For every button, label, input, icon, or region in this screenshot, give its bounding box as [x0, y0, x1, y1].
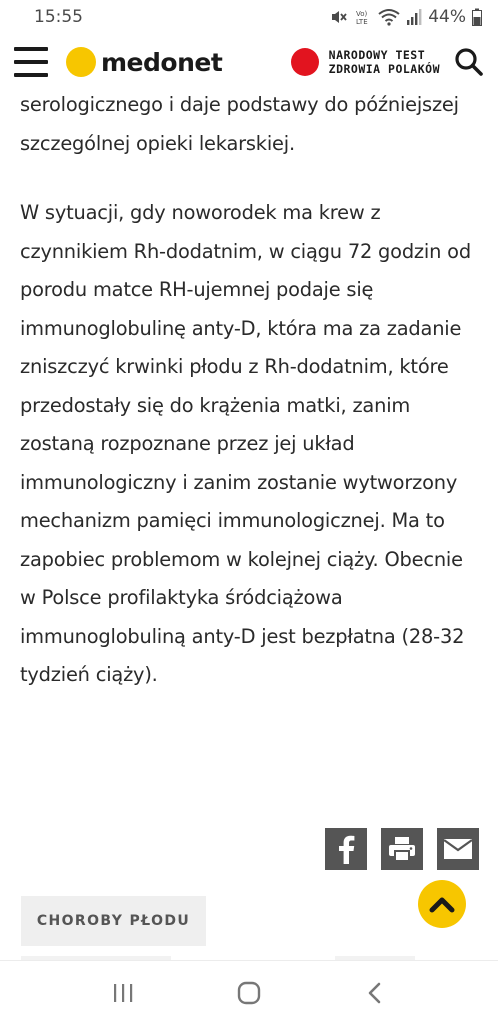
search-icon[interactable]: [454, 47, 484, 77]
signal-icon: [406, 8, 422, 26]
back-icon[interactable]: [355, 973, 395, 1013]
status-icons: [330, 7, 482, 27]
test-dot: [291, 48, 319, 76]
recent-apps-icon[interactable]: [103, 973, 143, 1013]
home-icon[interactable]: [229, 973, 269, 1013]
logo-text: medonet: [101, 47, 223, 77]
status-time: 15:55: [34, 7, 83, 27]
test-label: [329, 48, 440, 76]
mute-icon: [330, 8, 348, 26]
svg-text:Vo): Vo): [356, 10, 368, 18]
chevron-up-icon: [429, 895, 455, 913]
wifi-icon: [378, 8, 400, 26]
test-line-1: NARODOWY TEST: [328, 48, 426, 62]
battery-icon: [472, 8, 482, 26]
article-paragraph: serologicznego i daje podstawy do późniejszej szczególnej opieki lekarskiej.: [20, 93, 459, 155]
share-buttons: [325, 828, 479, 870]
site-header: [0, 34, 498, 90]
tag-choroby-plodu[interactable]: CHOROBY PŁODU: [21, 896, 206, 946]
status-bar: [0, 0, 498, 34]
email-icon[interactable]: [437, 828, 479, 870]
facebook-icon[interactable]: [325, 828, 367, 870]
battery-percent: 44%: [428, 7, 466, 27]
svg-text:LTE: LTE: [356, 18, 368, 26]
volte-icon: [354, 8, 372, 26]
article-paragraph: W sytuacji, gdy noworodek ma krew z czynnikiem Rh-dodatnim, w ciągu 72 godzin od porodu matce RH-ujemnej podaje się immunoglobulinę anty-D, która ma za zadanie zniszczyć krwinki płodu z Rh-dodatnim, które przedostały się do krążenia matki, zanim zostaną rozpoznane przez jej układ immunologiczny i zanim zostanie wytworzony mechanizm pamięci immunologicznej. Ma to zapobiec problemom w kolejnej ciąży. Obecnie w Polsce profilaktyka śródciążowa immunoglobuliną anty-D jest bezpłatna (28-32 tydzień ciąży).: [20, 201, 471, 686]
hamburger-menu-icon[interactable]: [14, 47, 50, 77]
android-nav-bar: [0, 960, 498, 1024]
logo-dot: [66, 47, 96, 77]
scroll-to-top-button[interactable]: [418, 880, 466, 928]
article-body: [20, 86, 482, 695]
print-icon[interactable]: [381, 828, 423, 870]
medonet-logo[interactable]: [66, 47, 222, 77]
narodowy-test-link[interactable]: [291, 48, 440, 76]
test-line-2: ZDROWIA POLAKÓW: [328, 62, 440, 76]
